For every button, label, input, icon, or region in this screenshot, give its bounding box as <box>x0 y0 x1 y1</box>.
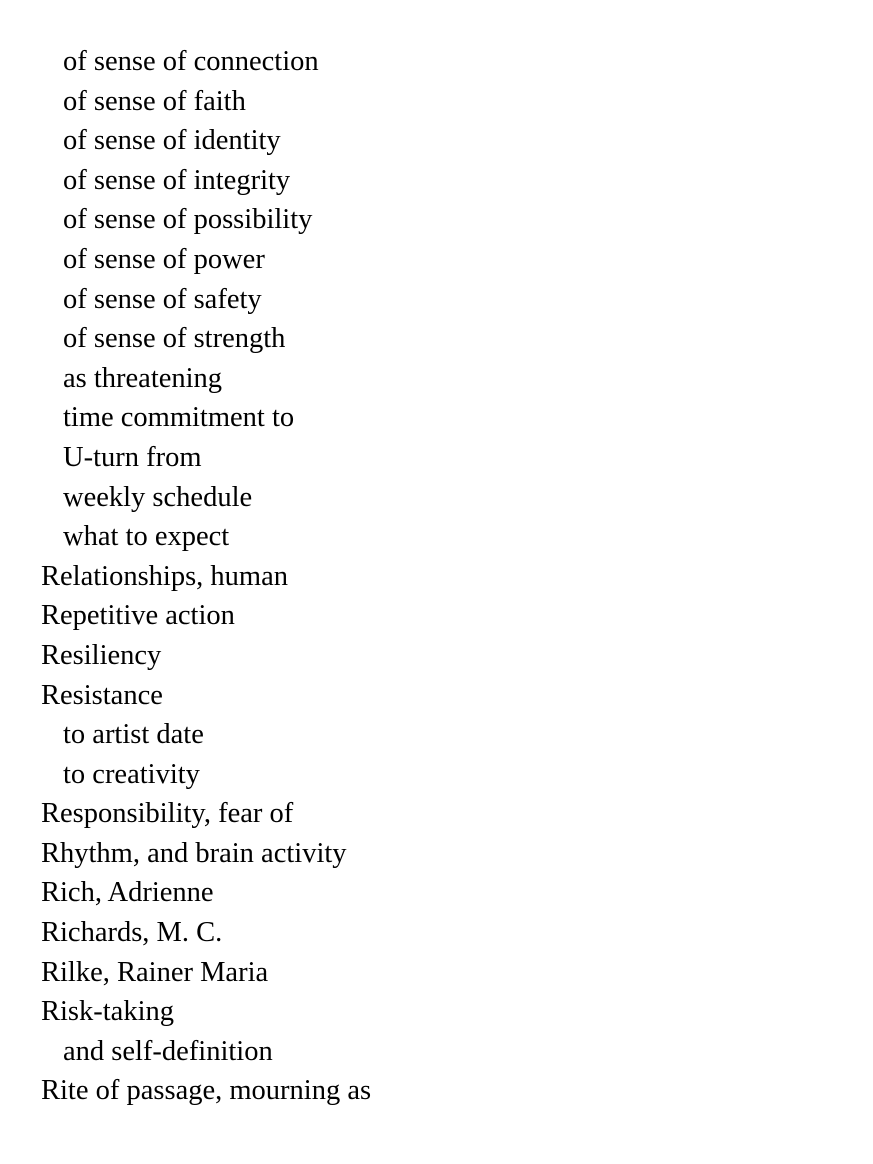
index-subentry: of sense of connection <box>63 46 319 77</box>
index-entry: Risk-taking <box>41 996 174 1028</box>
index-entry: Richards, M. C. <box>41 917 223 949</box>
index-subentry: of sense of possibility <box>63 204 313 236</box>
index-subentry: weekly schedule <box>63 481 253 513</box>
index-entry: Repetitive action <box>41 600 235 632</box>
index-subentry: time commitment to <box>63 402 295 434</box>
index-subentry: U-turn from <box>63 441 202 473</box>
index-entry: Rilke, Rainer Maria <box>41 956 269 988</box>
index-entry: Resistance <box>41 679 163 711</box>
index-subentry: of sense of identity <box>63 125 281 157</box>
index-subentry: as threatening <box>63 362 223 394</box>
index-subentry: of sense of strength <box>63 323 286 355</box>
index-entry: Relationships, human <box>41 560 288 592</box>
index-entry: Rite of passage, mourning as <box>41 1075 372 1107</box>
index-subentry: to artist date <box>63 719 204 751</box>
index-subentry: and self-definition <box>63 1035 273 1067</box>
index-entry: Rich, Adrienne <box>41 877 214 909</box>
index-entry: Responsibility, fear of <box>41 798 294 830</box>
index-subentry: of sense of safety <box>63 283 262 315</box>
index-subentry: of sense of power <box>63 243 265 275</box>
index-entry: Rhythm, and brain activity <box>41 837 347 869</box>
index-subentry: of sense of integrity <box>63 164 291 196</box>
index-subentry: what to expect <box>63 521 230 553</box>
index-subentry: of sense of faith <box>63 85 246 117</box>
index-entry: Resiliency <box>41 639 162 671</box>
index-subentry: to creativity <box>63 758 200 790</box>
